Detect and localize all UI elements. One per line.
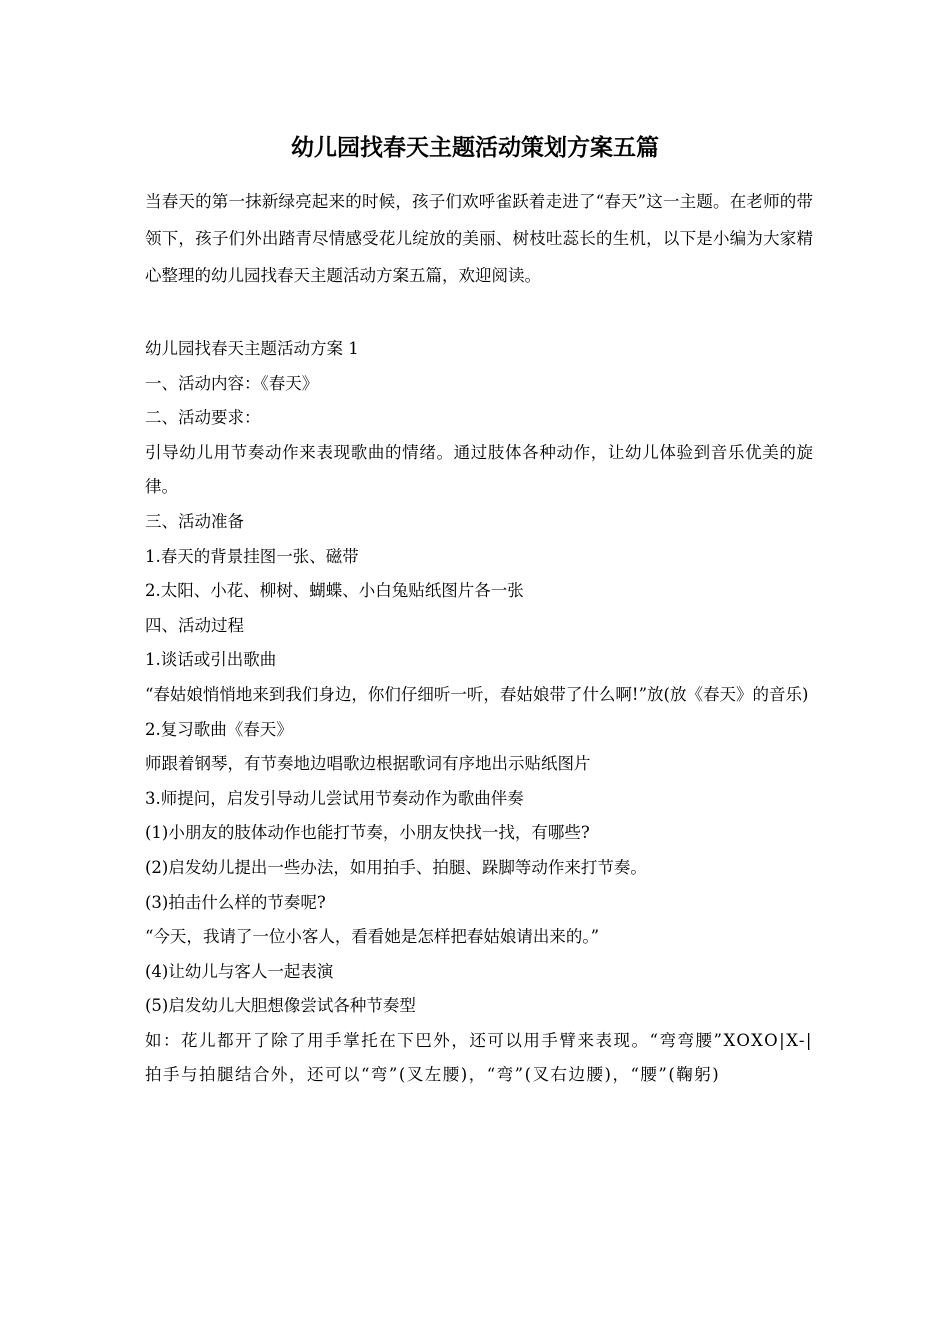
activity-requirements-heading: 二、活动要求： xyxy=(145,408,261,428)
preparation-item: 2.太阳、小花、柳树、蝴蝶、小白兔贴纸图片各一张 xyxy=(145,581,524,601)
activity-process-heading: 四、活动过程 xyxy=(145,615,244,635)
intro-paragraph: 当春天的第一抹新绿亮起来的时候，孩子们欢呼雀跃着走进了“春天”这一主题。在老师的带领下，孩子们外出踏青尽情感受花儿绽放的美丽、树枝吐蕊长的生机，以下是小编为大家精心整理的幼儿园找春天主题活动方案五篇，欢迎阅读。 xyxy=(145,192,813,285)
example-paragraph: 如：花儿都开了除了用手掌托在下巴外，还可以用手臂来表现。“弯弯腰”XOXO|X-|拍手与拍腿结合外，还可以“弯”(叉左腰)，“弯”(叉右边腰)，“腰”(鞠躬) xyxy=(145,1030,813,1085)
process-step-text: 师跟着钢琴，有节奏地边唱歌边根据歌词有序地出示贴纸图片 xyxy=(145,754,591,774)
process-sub-step: (1)小朋友的肢体动作也能打节奏，小朋友快找一找，有哪些? xyxy=(145,823,590,843)
activity-preparation-heading: 三、活动准备 xyxy=(145,511,244,531)
paragraph-gap xyxy=(145,294,813,332)
process-step: 3.师提问，启发引导动儿尝试用节奏动作为歌曲伴奏 xyxy=(145,788,524,808)
activity-requirements-text: 引导幼儿用节奏动作来表现歌曲的情绪。通过肢体各种动作，让幼儿体验到音乐优美的旋律。 xyxy=(145,442,813,497)
section-heading: 幼儿园找春天主题活动方案 1 xyxy=(145,339,359,358)
process-sub-step: (2)启发幼儿提出一些办法，如用拍手、拍腿、跺脚等动作来打节奏。 xyxy=(145,857,647,877)
document-title: 幼儿园找春天主题活动策划方案五篇 xyxy=(291,134,659,161)
process-step: 1.谈话或引出歌曲 xyxy=(145,650,277,670)
process-sub-step: (3)拍击什么样的节奏呢? xyxy=(145,892,326,912)
process-sub-step: (5)启发幼儿大胆想像尝试各种节奏型 xyxy=(145,996,416,1016)
preparation-item: 1.春天的背景挂图一张、磁带 xyxy=(145,546,359,566)
process-step: 2.复习歌曲《春天》 xyxy=(145,719,293,739)
process-sub-step: (4)让幼儿与客人一起表演 xyxy=(145,961,334,981)
process-sub-step-quote: “今天，我请了一位小客人，看看她是怎样把春姑娘请出来的。” xyxy=(145,927,600,947)
activity-content-heading: 一、活动内容：《春天》 xyxy=(145,373,319,393)
document-body xyxy=(145,183,813,1093)
process-step-quote: “春姑娘悄悄地来到我们身边，你们仔细听一听，春姑娘带了什么啊!”放(放《春天》的音乐) xyxy=(145,684,809,704)
